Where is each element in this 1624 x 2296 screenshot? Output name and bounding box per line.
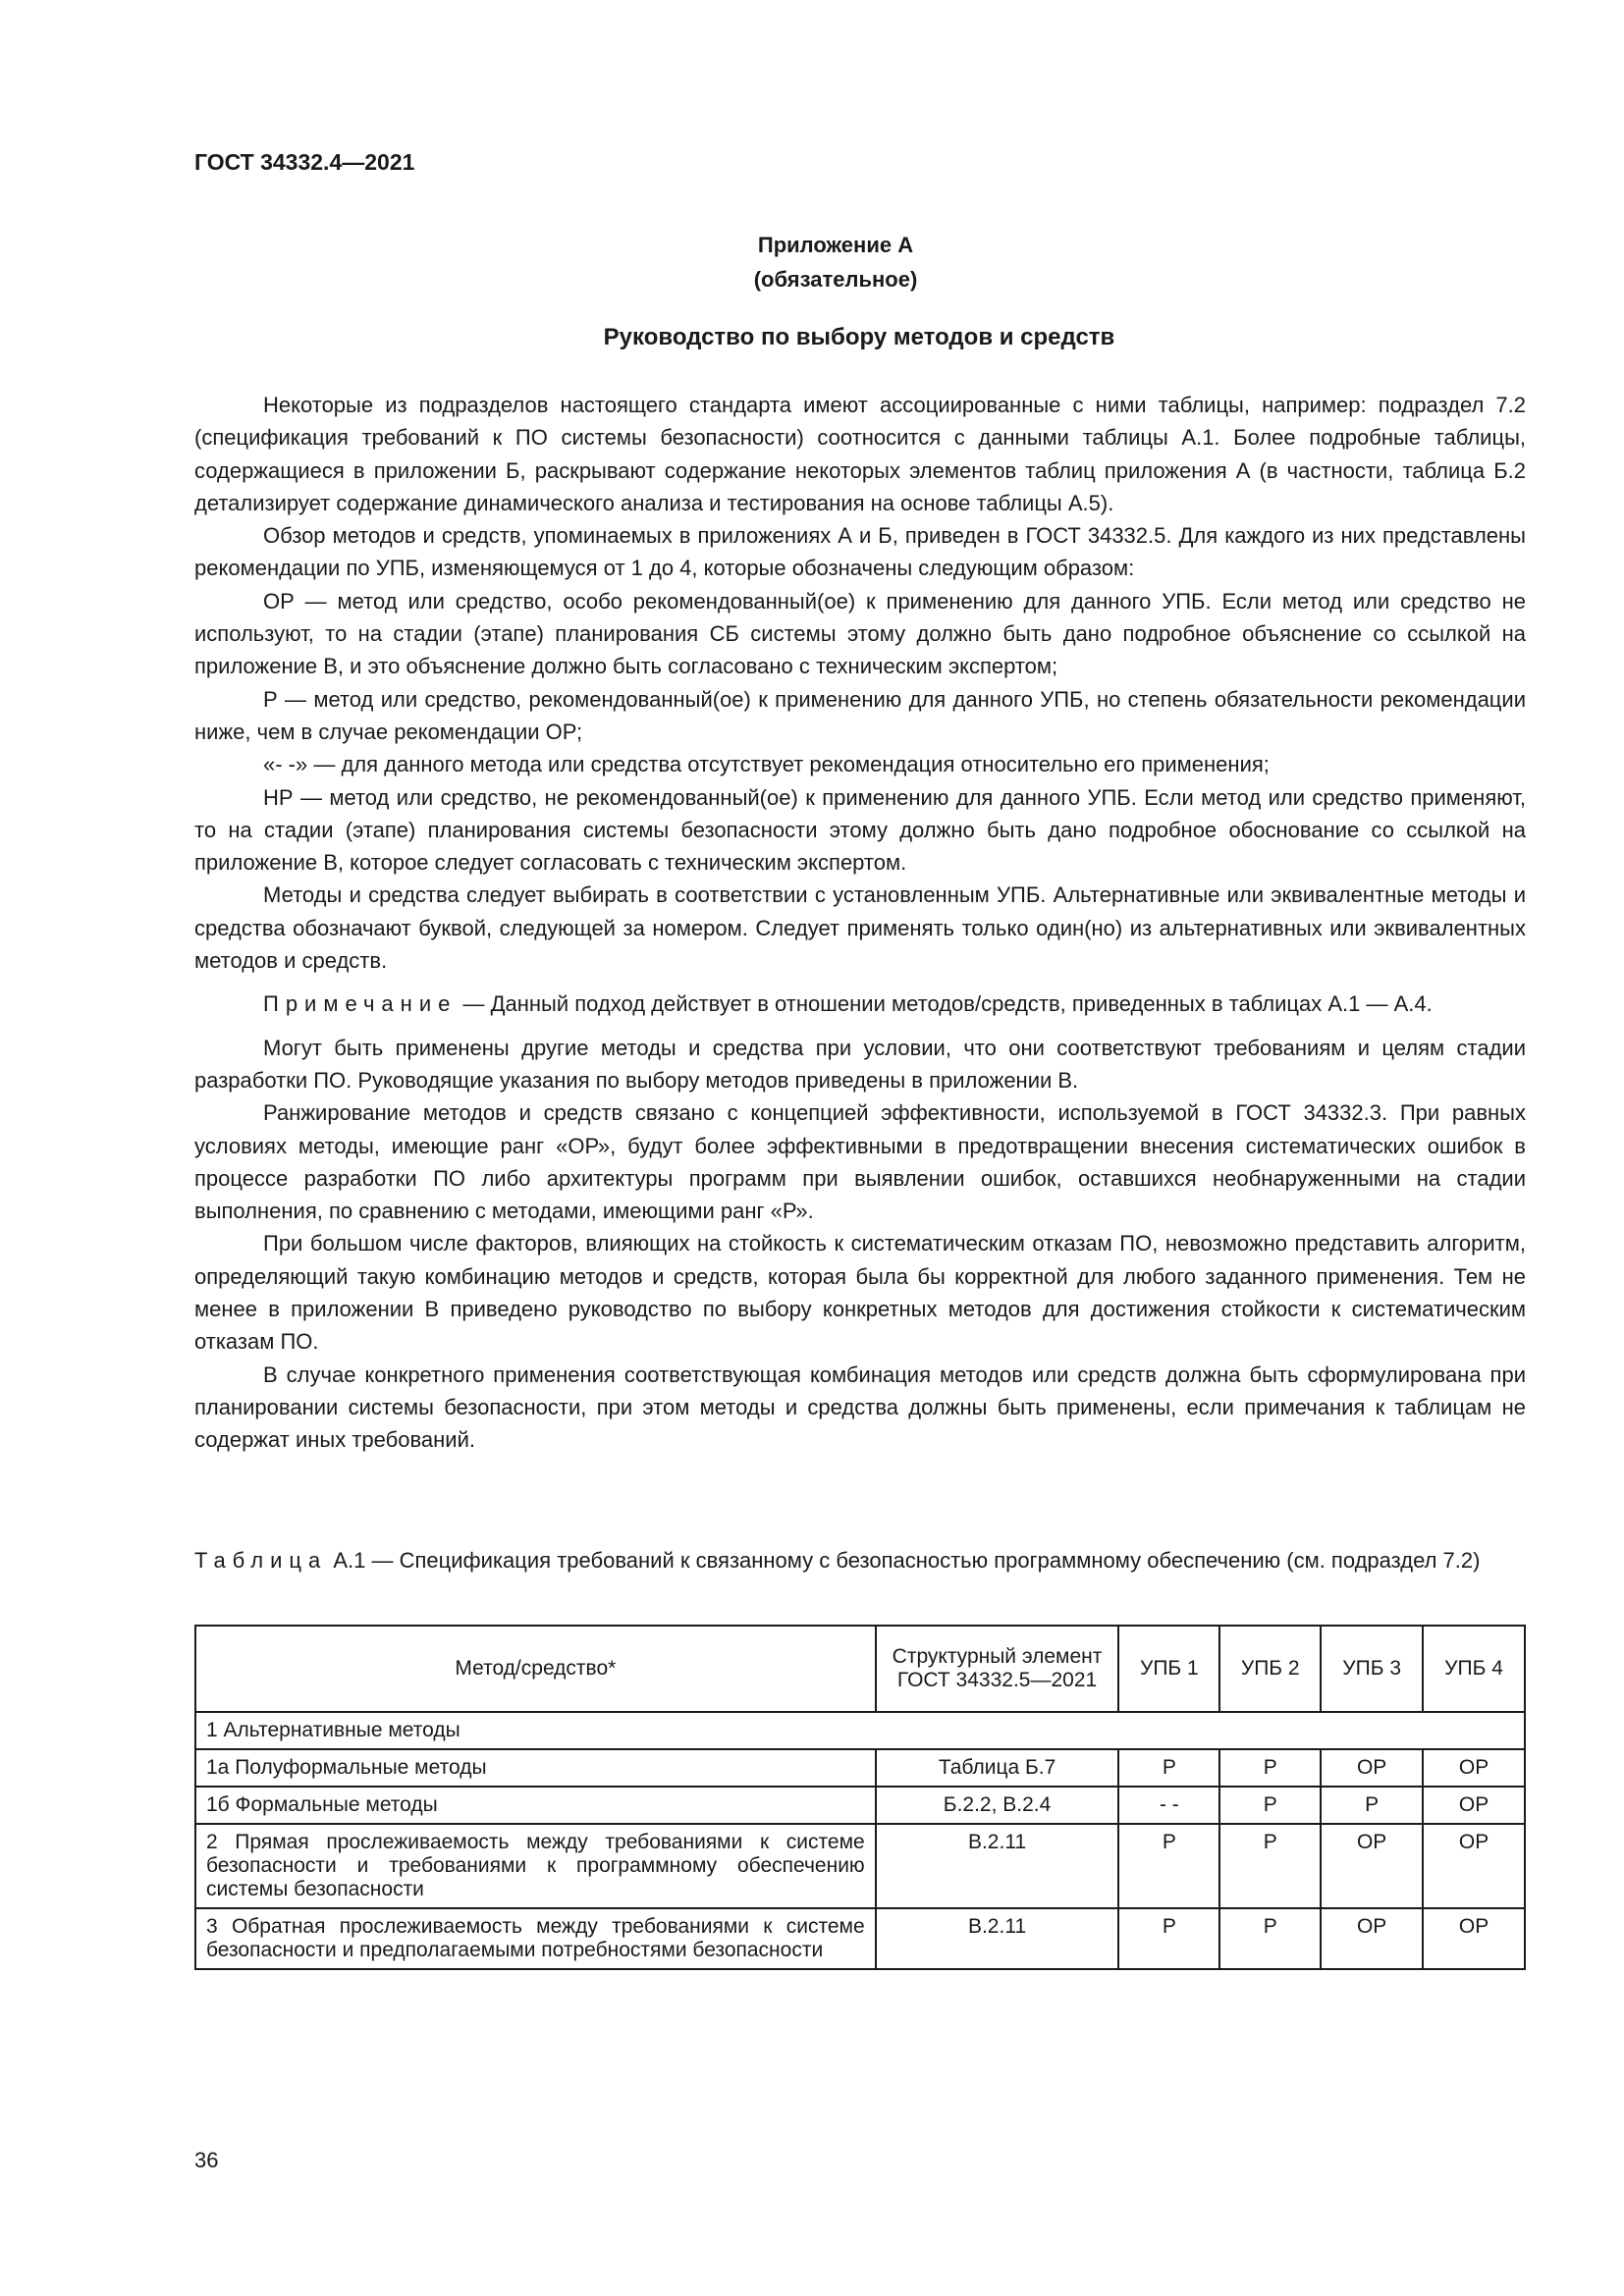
table-caption-text: А.1 — Спецификация требований к связанному с безопасностью программному обеспечению (см. подраздел 7.2) [327,1548,1481,1573]
header-upb1: УПБ 1 [1118,1626,1219,1712]
cell-upb1: Р [1118,1749,1219,1787]
header-upb2: УПБ 2 [1219,1626,1321,1712]
cell-upb1: Р [1118,1824,1219,1908]
cell-upb4: ОР [1423,1824,1525,1908]
cell-upb2: Р [1219,1787,1321,1824]
paragraph: «- -» — для данного метода или средства отсутствует рекомендация относительно его применения; [263,752,1270,777]
cell-method: 1а Полуформальные методы [195,1749,876,1787]
document-header: ГОСТ 34332.4—2021 [194,149,415,175]
table-caption [194,1544,1526,1576]
cell-upb1: Р [1118,1908,1219,1969]
page-number: 36 [194,2148,219,2172]
paragraph: Могут быть применены другие методы и средства при условии, что они соответствуют требованиям и целям стадии разработки ПО. Руководящие указания по выбору методов приведены в приложении В. [194,1035,1526,1093]
table-group-row [195,1712,1525,1749]
table-row [195,1824,1525,1908]
cell-upb4: ОР [1423,1908,1525,1969]
cell-method: 2 Прямая прослеживаемость между требованиями к системе безопасности и требованиями к программному обеспечению системы безопасности [195,1824,876,1908]
cell-method: 1б Формальные методы [195,1787,876,1824]
paragraph: Обзор методов и средств, упоминаемых в приложениях А и Б, приведен в ГОСТ 34332.5. Для каждого из них представлены рекомендации по УПБ, изменяющемуся от 1 до 4, которые обозначены следующим образом: [194,523,1526,581]
table-row [195,1787,1525,1824]
cell-element: Б.2.2, В.2.4 [876,1787,1119,1824]
header-method: Метод/средство* [195,1626,876,1712]
table-row [195,1908,1525,1969]
paragraph: В случае конкретного применения соответствующая комбинация методов или средств должна быть сформулирована при планировании системы безопасности, при этом методы и средства должны быть применены, если примечания к таблицам не содержат иных требований. [194,1362,1526,1453]
paragraph: Ранжирование методов и средств связано с концепцией эффективности, используемой в ГОСТ 34332.3. При равных условиях методы, имеющие ранг «ОР», будут более эффективными в предотвращении внесения систематических ошибок в процессе разработки ПО либо архитектуры программ при выявлении ошибок, оставшихся необнаруженными на стадии выполнения, по сравнению с методами, имеющими ранг «Р». [194,1100,1526,1224]
appendix-status: (обязательное) [753,267,918,292]
cell-method: 3 Обратная прослеживаемость между требованиями к системе безопасности и предполагаемыми потребностями безопасности [195,1908,876,1969]
cell-element: В.2.11 [876,1908,1119,1969]
appendix-heading [0,228,1624,296]
cell-upb4: ОР [1423,1787,1525,1824]
cell-upb2: Р [1219,1824,1321,1908]
table-header-row [195,1626,1525,1712]
requirements-table [194,1625,1526,1970]
note [194,988,1526,1020]
paragraph: Некоторые из подразделов настоящего стандарта имеют ассоциированные с ними таблицы, например: подраздел 7.2 (спецификация требований к ПО системы безопасности) соотносится с данными таблицы А.1. Более подробные таблицы, содержащиеся в приложении Б, раскрывают содержание некоторых элементов таблиц приложения А (в частности, таблица Б.2 детализирует содержание динамического анализа и тестирования на основе таблицы А.5). [194,393,1526,515]
cell-element: В.2.11 [876,1824,1119,1908]
cell-upb4: ОР [1423,1749,1525,1787]
note-text: — Данный подход действует в отношении методов/средств, приведенных в таблицах А.1 — А.4. [457,991,1433,1017]
paragraph: НР — метод или средство, не рекомендованный(ое) к применению для данного УПБ. Если метод или средство применяют, то на стадии (этапе) планирования системы безопасности этому должно быть дано подробное обоснование со ссылкой на приложение В, которое следует согласовать с техническим экспертом. [194,784,1526,876]
table-caption-label: Таблица [194,1548,328,1573]
body-text [194,389,1526,1457]
cell-upb1: - - [1118,1787,1219,1824]
cell-upb3: ОР [1321,1824,1423,1908]
paragraph: Методы и средства следует выбирать в соответствии с установленным УПБ. Альтернативные или эквивалентные методы и средства обозначают буквой, следующей за номером. Следует применять только один(но) из альтернативных или эквивалентных методов и средств. [194,882,1526,974]
header-upb4: УПБ 4 [1423,1626,1525,1712]
paragraph: При большом числе факторов, влияющих на стойкость к систематическим отказам ПО, невозможно представить алгоритм, определяющий такую комбинацию методов и средств, которая была бы корректной для любого заданного применения. Тем не менее в приложении В приведено руководство по выбору конкретных методов для достижения стойкости к систематическим отказам ПО. [194,1231,1526,1355]
section-title: Руководство по выбору методов и средств [603,324,1115,350]
paragraph: Р — метод или средство, рекомендованный(ое) к применению для данного УПБ, но степень обязательности рекомендации ниже, чем в случае рекомендации ОР; [194,686,1526,744]
cell-element: Таблица Б.7 [876,1749,1119,1787]
cell-upb3: ОР [1321,1908,1423,1969]
cell-upb3: ОР [1321,1749,1423,1787]
paragraph: ОР — метод или средство, особо рекомендованный(ое) к применению для данного УПБ. Если метод или средство не используют, то на стадии (этапе) планирования СБ системы этому должно быть дано подробное объяснение со ссылкой на приложение В, и это объяснение должно быть согласовано с техническим экспертом; [194,588,1526,679]
appendix-title: Приложение А [757,233,914,257]
header-element: Структурный элемент ГОСТ 34332.5—2021 [876,1626,1119,1712]
header-upb3: УПБ 3 [1321,1626,1423,1712]
cell-upb2: Р [1219,1908,1321,1969]
table-row [195,1749,1525,1787]
cell-upb2: Р [1219,1749,1321,1787]
group-label: 1 Альтернативные методы [195,1712,1525,1749]
cell-upb3: Р [1321,1787,1423,1824]
note-label: Примечание [263,991,458,1017]
